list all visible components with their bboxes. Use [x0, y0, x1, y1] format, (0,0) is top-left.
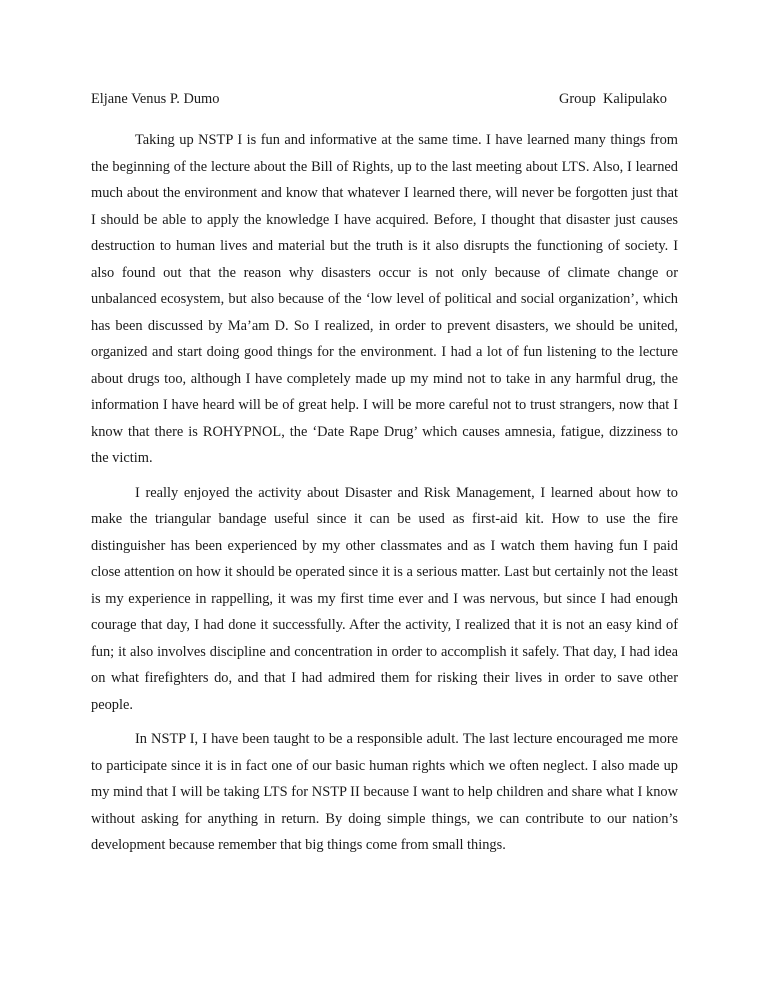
paragraph-2: I really enjoyed the activity about Disaster and Risk Management, I learned about how to make the triangular bandage useful since it can be used as first-aid kit. How to use the fire distinguisher has been experienced by my other classmates and as I watch them having fun I paid close attention on how it should be operated since it is a serious matter. Last but certainly not the least is my experience in rappelling, it was my first time ever and I was nervous, but since I had enough courage that day, I had done it successfully. After the activity, I realized that it is not an easy kind of fun; it also involves discipline and concentration in order to accomplish it safely. That day, I had idea on what firefighters do, and that I had admired them for risking their lives in order to save other people.	[91, 484, 678, 713]
document-body	[91, 127, 678, 867]
paragraph-3: In NSTP I, I have been taught to be a responsible adult. The last lecture encouraged me more to participate since it is in fact one of our basic human rights which we often neglect. I also made up my mind that I will be taking LTS for NSTP II because I want to help children and share what I know without asking for anything in return. By doing simple things, we can contribute to our nation’s development because remember that big things come from small things.	[91, 731, 678, 853]
paragraph-1: Taking up NSTP I is fun and informative at the same time. I have learned many things from the beginning of the lecture about the Bill of Rights, up to the last meeting about LTS. Also, I learned much about the environment and know that whatever I learned there, will never be forgotten just that I should be able to apply the knowledge I have acquired. Before, I thought that disaster just causes destruction to human lives and material but the truth is it also disrupts the functioning of society. I also found out that the reason why disasters occur is not only because of climate change or unbalanced ecosystem, but also because of the ‘low level of political and social organization’, which has been discussed by Ma’am D. So I realized, in order to prevent disasters, we should be united, organized and start doing good things for the environment. I had a lot of fun listening to the lecture about drugs too, although I have completely made up my mind not to take in any harmful drug, the information I have heard will be of great help. I will be more careful not to trust strangers, now that I know that there is ROHYPNOL, the ‘Date Rape Drug’ which causes amnesia, fatigue, dizziness to the victim.	[91, 132, 678, 466]
group-name: Group Kalipulako	[559, 91, 667, 107]
author-name: Eljane Venus P. Dumo	[91, 91, 220, 107]
document-header	[91, 91, 678, 111]
